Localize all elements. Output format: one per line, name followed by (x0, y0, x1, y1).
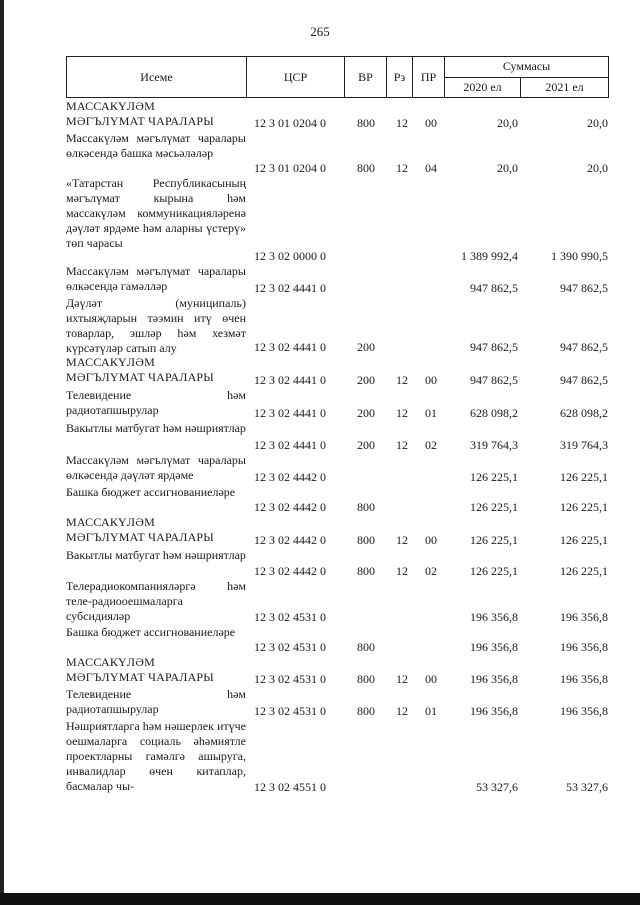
row-rz: 12 (396, 116, 408, 130)
row-sum-2021: 126 225,1 (560, 500, 608, 514)
row-csr: 12 3 02 4551 0 (254, 780, 326, 794)
row-name: Телевидение һәм радиотапшырулар (66, 388, 246, 417)
header-sum: Суммасы (445, 57, 609, 78)
row-name: Массакүләм мәгълүмат чаралары өлкәсендә гамәлләр (66, 264, 246, 293)
row-vr: 800 (357, 116, 375, 130)
row-sum-2020: 196 356,8 (470, 672, 518, 686)
scan-edge-bottom (0, 893, 640, 905)
table-row (66, 579, 608, 625)
row-csr: 12 3 02 4441 0 (254, 438, 326, 452)
table-row (66, 99, 608, 131)
row-pr: 02 (425, 438, 437, 452)
row-sum-2021: 196 356,8 (560, 640, 608, 654)
row-name: Башка бюджет ассигнованиеләре (66, 625, 236, 639)
table-row (66, 355, 608, 388)
row-sum-2020: 20,0 (497, 116, 518, 130)
row-name: «Татарстан Республикасының мәгълүмат кырына һәм массакүләм коммуникацияләренә дәүләт ярдәме һәм аларны үстерү» төп чарасы (66, 176, 246, 250)
row-name: Дәүләт (муниципаль) ихтыяҗларын тәэмин итү өчен товарлар, эшләр һәм хезмәт күрсәтүләр сатып алу (66, 296, 246, 355)
row-pr: 00 (425, 672, 437, 686)
row-name: Массакүләм мәгълүмат чаралары өлкәсендә башка мәсьәләләр (66, 131, 246, 160)
row-csr: 12 3 02 4442 0 (254, 470, 326, 484)
row-rz: 12 (396, 564, 408, 578)
table-row (66, 296, 608, 355)
page-number: 265 (310, 24, 330, 39)
row-name: Вакытлы матбугат һәм нәшриятлар (66, 421, 246, 435)
row-sum-2020: 196 356,8 (470, 640, 518, 654)
table-body (66, 99, 608, 795)
row-name: МАССАКҮЛӘМ МӘГЪЛҮМАТ ЧАРАЛАРЫ (66, 355, 214, 384)
table-row (66, 264, 608, 296)
header-name: Исеме (67, 57, 247, 98)
row-sum-2020: 126 225,1 (470, 500, 518, 514)
row-csr: 12 3 02 4531 0 (254, 610, 326, 624)
row-sum-2021: 126 225,1 (560, 533, 608, 547)
row-csr: 12 3 02 0000 0 (254, 249, 326, 263)
row-vr: 800 (357, 161, 375, 175)
row-vr: 800 (357, 672, 375, 686)
row-sum-2021: 196 356,8 (560, 610, 608, 624)
row-name: МАССАКҮЛӘМ МӘГЪЛҮМАТ ЧАРАЛАРЫ (66, 99, 214, 128)
row-sum-2020: 20,0 (497, 161, 518, 175)
row-sum-2021: 20,0 (587, 161, 608, 175)
row-rz: 12 (396, 406, 408, 420)
table-row (66, 515, 608, 548)
row-sum-2020: 196 356,8 (470, 610, 518, 624)
row-pr: 01 (425, 704, 437, 718)
header-pr: ПР (413, 57, 445, 98)
row-csr: 12 3 02 4531 0 (254, 672, 326, 686)
row-sum-2021: 628 098,2 (560, 406, 608, 420)
row-vr: 800 (357, 640, 375, 654)
row-vr: 800 (357, 500, 375, 514)
header-year-2020: 2020 ел (445, 77, 521, 98)
scan-edge-left (0, 0, 4, 905)
row-sum-2021: 196 356,8 (560, 672, 608, 686)
row-name: МАССАКҮЛӘМ МӘГЪЛҮМАТ ЧАРАЛАРЫ (66, 515, 214, 544)
table-row (66, 388, 608, 421)
row-csr: 12 3 02 4531 0 (254, 640, 326, 654)
table-row (66, 687, 608, 719)
table-row (66, 421, 608, 453)
row-vr: 800 (357, 704, 375, 718)
row-name: Башка бюджет ассигнованиеләре (66, 485, 236, 499)
row-sum-2021: 126 225,1 (560, 470, 608, 484)
row-pr: 00 (425, 533, 437, 547)
row-sum-2020: 1 389 992,4 (461, 249, 518, 263)
row-sum-2020: 947 862,5 (470, 281, 518, 295)
row-sum-2020: 126 225,1 (470, 533, 518, 547)
row-name: Телевидение һәм радиотапшырулар (66, 687, 246, 716)
row-pr: 04 (425, 161, 437, 175)
row-rz: 12 (396, 704, 408, 718)
row-vr: 200 (357, 406, 375, 420)
table-row (66, 719, 608, 795)
row-pr: 01 (425, 406, 437, 420)
row-sum-2021: 1 390 990,5 (551, 249, 608, 263)
row-sum-2021: 947 862,5 (560, 340, 608, 354)
row-csr: 12 3 02 4442 0 (254, 564, 326, 578)
row-sum-2020: 947 862,5 (470, 340, 518, 354)
row-name: Вакытлы матбугат һәм нәшриятлар (66, 548, 246, 562)
row-csr: 12 3 01 0204 0 (254, 161, 326, 175)
row-sum-2020: 628 098,2 (470, 406, 518, 420)
row-csr: 12 3 01 0204 0 (254, 116, 326, 130)
row-rz: 12 (396, 438, 408, 452)
table-row (66, 176, 608, 264)
header-csr: ЦСР (247, 57, 345, 98)
row-vr: 200 (357, 438, 375, 452)
row-name: МАССАКҮЛӘМ МӘГЪЛҮМАТ ЧАРАЛАРЫ (66, 655, 214, 684)
table-row (66, 655, 608, 687)
row-vr: 800 (357, 533, 375, 547)
row-sum-2020: 53 327,6 (476, 780, 518, 794)
row-sum-2020: 947 862,5 (470, 373, 518, 387)
table-row (66, 625, 608, 655)
row-sum-2021: 947 862,5 (560, 373, 608, 387)
row-pr: 00 (425, 373, 437, 387)
row-vr: 200 (357, 373, 375, 387)
table-row (66, 548, 608, 579)
row-vr: 200 (357, 340, 375, 354)
row-sum-2020: 126 225,1 (470, 470, 518, 484)
row-csr: 12 3 02 4441 0 (254, 340, 326, 354)
row-sum-2021: 196 356,8 (560, 704, 608, 718)
row-csr: 12 3 02 4442 0 (254, 533, 326, 547)
row-pr: 02 (425, 564, 437, 578)
row-sum-2020: 196 356,8 (470, 704, 518, 718)
row-rz: 12 (396, 161, 408, 175)
row-sum-2020: 319 764,3 (470, 438, 518, 452)
row-name: Массакүләм мәгълүмат чаралары өлкәсендә дәүләт ярдәме (66, 453, 246, 482)
row-sum-2021: 53 327,6 (566, 780, 608, 794)
row-sum-2021: 319 764,3 (560, 438, 608, 452)
row-rz: 12 (396, 373, 408, 387)
header-year-2021: 2021 ел (521, 77, 609, 98)
row-csr: 12 3 02 4531 0 (254, 704, 326, 718)
row-rz: 12 (396, 672, 408, 686)
table-row (66, 485, 608, 515)
row-sum-2020: 126 225,1 (470, 564, 518, 578)
row-csr: 12 3 02 4441 0 (254, 281, 326, 295)
row-csr: 12 3 02 4441 0 (254, 373, 326, 387)
row-name: Телерадиокомпанияләргә һәм теле-радиооешмаларга субсидияләр (66, 579, 246, 623)
row-sum-2021: 126 225,1 (560, 564, 608, 578)
table-header (66, 56, 609, 98)
row-sum-2021: 947 862,5 (560, 281, 608, 295)
row-vr: 800 (357, 564, 375, 578)
table-row (66, 453, 608, 485)
header-vr: ВР (345, 57, 387, 98)
header-rz: Рз (387, 57, 413, 98)
row-rz: 12 (396, 533, 408, 547)
row-sum-2021: 20,0 (587, 116, 608, 130)
row-csr: 12 3 02 4442 0 (254, 500, 326, 514)
row-pr: 00 (425, 116, 437, 130)
row-name: Нәшриятларга һәм нәшерлек итүче оешмаларга социаль әһәмиятле проектларны гамәлгә ашыруга, инвалидлар өчен китаплар, басмалар чы- (66, 719, 246, 793)
row-csr: 12 3 02 4441 0 (254, 406, 326, 420)
table-row (66, 131, 608, 176)
